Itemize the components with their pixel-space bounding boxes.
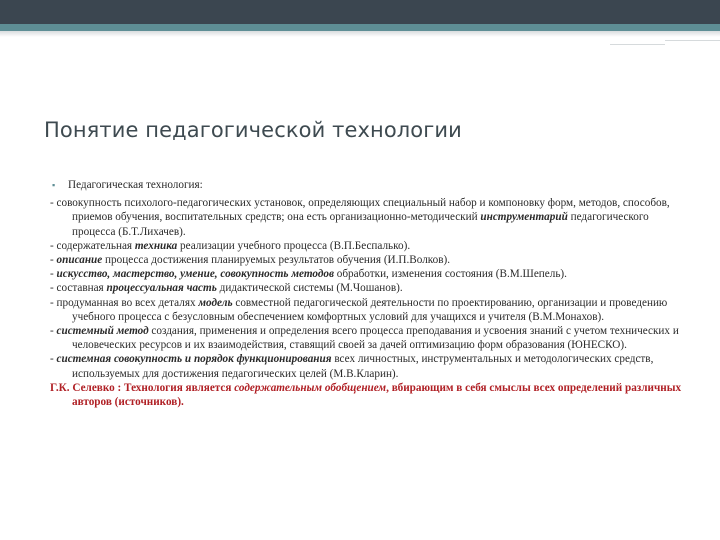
decorative-line [610, 44, 665, 45]
definition-emphasis: инструментарий [480, 211, 568, 224]
bullet-icon: ▪ [52, 180, 56, 190]
conclusion-text: Г.К. Селевко : Технология является [50, 381, 235, 394]
definition-source: создания, применения и определения всего процесса преподавания и усвоения знаний с учетом технических и человеческих ресурсов и их взаимодействия, ставящий своей за дачей оптимизацию форм образования (ЮНЕСКО). [72, 325, 679, 352]
definition-source: реализации учебного процесса (В.П.Беспалько). [177, 239, 411, 252]
definition-text: - совокупность психолого-педагогических установок, определяющих специальный набор и компоновку форм, методов, способов, приемов обучения, воспитательных средств; она есть организационно-методический [50, 197, 670, 224]
definition-item [50, 296, 682, 324]
definition-text: - продуманная во всех деталях [50, 296, 199, 309]
definition-text: - [50, 254, 57, 267]
definition-text: - [50, 268, 57, 281]
accent-stripe [0, 24, 720, 31]
definition-item [50, 324, 682, 352]
definition-item [50, 239, 682, 253]
header-shadow [0, 31, 720, 37]
definition-emphasis: описание [56, 254, 103, 267]
definition-emphasis: модель [198, 296, 233, 309]
definition-text: - [50, 325, 57, 338]
definition-emphasis: процессуальная часть [106, 282, 217, 295]
definition-item [50, 253, 682, 267]
definition-emphasis: системная совокупность и порядок функционирования [56, 353, 332, 366]
definition-item [50, 267, 682, 281]
top-bar [0, 0, 720, 24]
definition-heading: Педагогическая технология: [68, 179, 203, 191]
slide-body [50, 178, 682, 409]
definition-heading-row [50, 178, 682, 192]
conclusion-text-end: , вбирающим в себя смыслы всех определений различных авторов (источников). [72, 381, 682, 409]
slide-title: Понятие педагогической технологии [44, 118, 462, 142]
conclusion-emphasis: содержательным обобщением [234, 381, 387, 394]
definition-source: процесса достижения планируемых результатов обучения (И.П.Волков). [102, 254, 451, 267]
definition-text: - содержательная [50, 239, 135, 252]
definition-source: педагогического процесса (Б.Т.Лихачев). [72, 211, 649, 238]
definition-text: - [50, 353, 57, 366]
definition-emphasis: искусство, мастерство, умение, совокупность методов [56, 268, 334, 281]
definition-item [50, 196, 682, 239]
definition-text: - составная [50, 282, 107, 295]
definition-item [50, 352, 682, 380]
definition-source: обработки, изменения состояния (В.М.Шепель). [333, 268, 567, 281]
definition-item [50, 281, 682, 295]
definition-emphasis: системный метод [56, 325, 149, 338]
definition-emphasis: техника [134, 239, 178, 252]
conclusion-statement [50, 381, 682, 409]
definition-source: дидактической системы (М.Чошанов). [216, 282, 403, 295]
definition-source: совместной педагогической деятельности по проектированию, организации и проведению учебного процесса с безусловным обеспечением комфортных условий для учащихся и учителя (В.М.Монахов). [72, 296, 668, 323]
decorative-line [665, 40, 720, 41]
definition-source: всех личностных, инструментальных и методологических средств, используемых для достижения педагогических целей (М.В.Кларин). [72, 353, 654, 380]
